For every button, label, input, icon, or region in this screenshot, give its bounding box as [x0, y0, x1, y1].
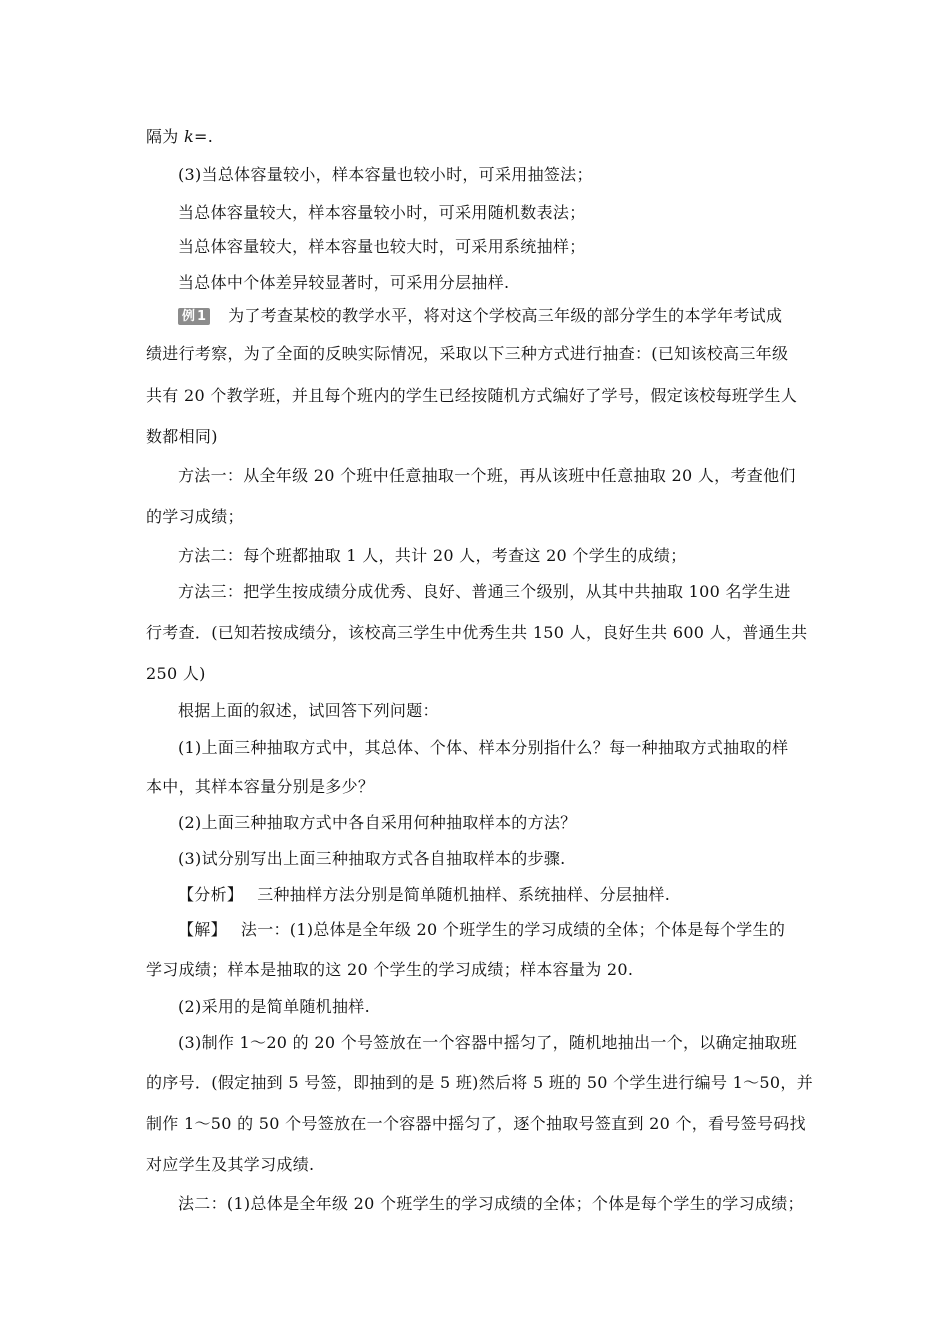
text-line: 方法三：把学生按成绩分成优秀、良好、普通三个级别，从其中共抽取 100 名学生进 — [178, 582, 791, 601]
solution-line: 【解】 法一：(1)总体是全年级 20 个班学生的学习成绩的全体；个体是每个学生的 — [178, 920, 786, 939]
solution-tag: 【解】 — [178, 920, 227, 939]
text-line: 隔为 k=. — [146, 127, 214, 146]
text-line: (2)采用的是简单随机抽样. — [178, 997, 370, 1016]
text-line: 的序号．(假定抽到 5 号签，即抽到的是 5 班)然后将 5 班的 50 个学生进行编号 1～50，并 — [146, 1073, 813, 1092]
text-line: (3)当总体容量较小，样本容量也较小时，可采用抽签法； — [178, 165, 593, 184]
text-line: 行考查．(已知若按成绩分，该校高三学生中优秀生共 150 人，良好生共 600 人，普通生共 — [146, 623, 808, 642]
variable-k: k — [184, 127, 194, 146]
text-line: (2)上面三种抽取方式中各自采用何种抽取样本的方法？ — [178, 813, 577, 832]
text-line: 绩进行考察，为了全面的反映实际情况，采取以下三种方式进行抽查：(已知该校高三年级 — [146, 344, 789, 363]
text-line: 根据上面的叙述，试回答下列问题： — [178, 701, 439, 720]
text-line: (3)试分别写出上面三种抽取方式各自抽取样本的步骤. — [178, 849, 566, 868]
text-line: (1)上面三种抽取方式中，其总体、个体、样本分别指什么？每一种抽取方式抽取的样 — [178, 738, 789, 757]
text-line: 法二：(1)总体是全年级 20 个班学生的学习成绩的全体；个体是每个学生的学习成绩； — [178, 1194, 804, 1213]
text-line: 方法一：从全年级 20 个班中任意抽取一个班，再从该班中任意抽取 20 人，考查他们 — [178, 466, 796, 485]
text-line: 本中，其样本容量分别是多少？ — [146, 777, 375, 796]
text-line: 的学习成绩； — [146, 507, 244, 526]
example-line: 例 1 为了考查某校的教学水平，将对这个学校高三年级的部分学生的本学年考试成 — [178, 306, 782, 326]
example-badge: 例 1 — [178, 308, 210, 325]
analysis-tag: 【分析】 — [178, 885, 244, 904]
text-line: 当总体容量较大，样本容量也较大时，可采用系统抽样； — [178, 237, 586, 256]
text-line: 共有 20 个教学班，并且每个班内的学生已经按随机方式编好了学号，假定该校每班学生人 — [146, 386, 798, 405]
text-line: 学习成绩；样本是抽取的这 20 个学生的学习成绩；样本容量为 20. — [146, 960, 634, 979]
analysis-line: 【分析】 三种抽样方法分别是简单随机抽样、系统抽样、分层抽样. — [178, 885, 671, 904]
text-line: 当总体中个体差异较显著时，可采用分层抽样. — [178, 273, 510, 292]
text-line: 当总体容量较大，样本容量较小时，可采用随机数表法； — [178, 203, 586, 222]
text-line: 250 人) — [146, 664, 206, 683]
text-line: 方法二：每个班都抽取 1 人，共计 20 人，考查这 20 个学生的成绩； — [178, 546, 687, 565]
text-line: (3)制作 1～20 的 20 个号签放在一个容器中摇匀了，随机地抽出一个，以确定抽取班 — [178, 1033, 798, 1052]
text-line: 制作 1～50 的 50 个号签放在一个容器中摇匀了，逐个抽取号签直到 20 个，看号签号码找 — [146, 1114, 806, 1133]
text-line: 对应学生及其学习成绩. — [146, 1155, 315, 1174]
text-line: 数都相同) — [146, 427, 218, 446]
